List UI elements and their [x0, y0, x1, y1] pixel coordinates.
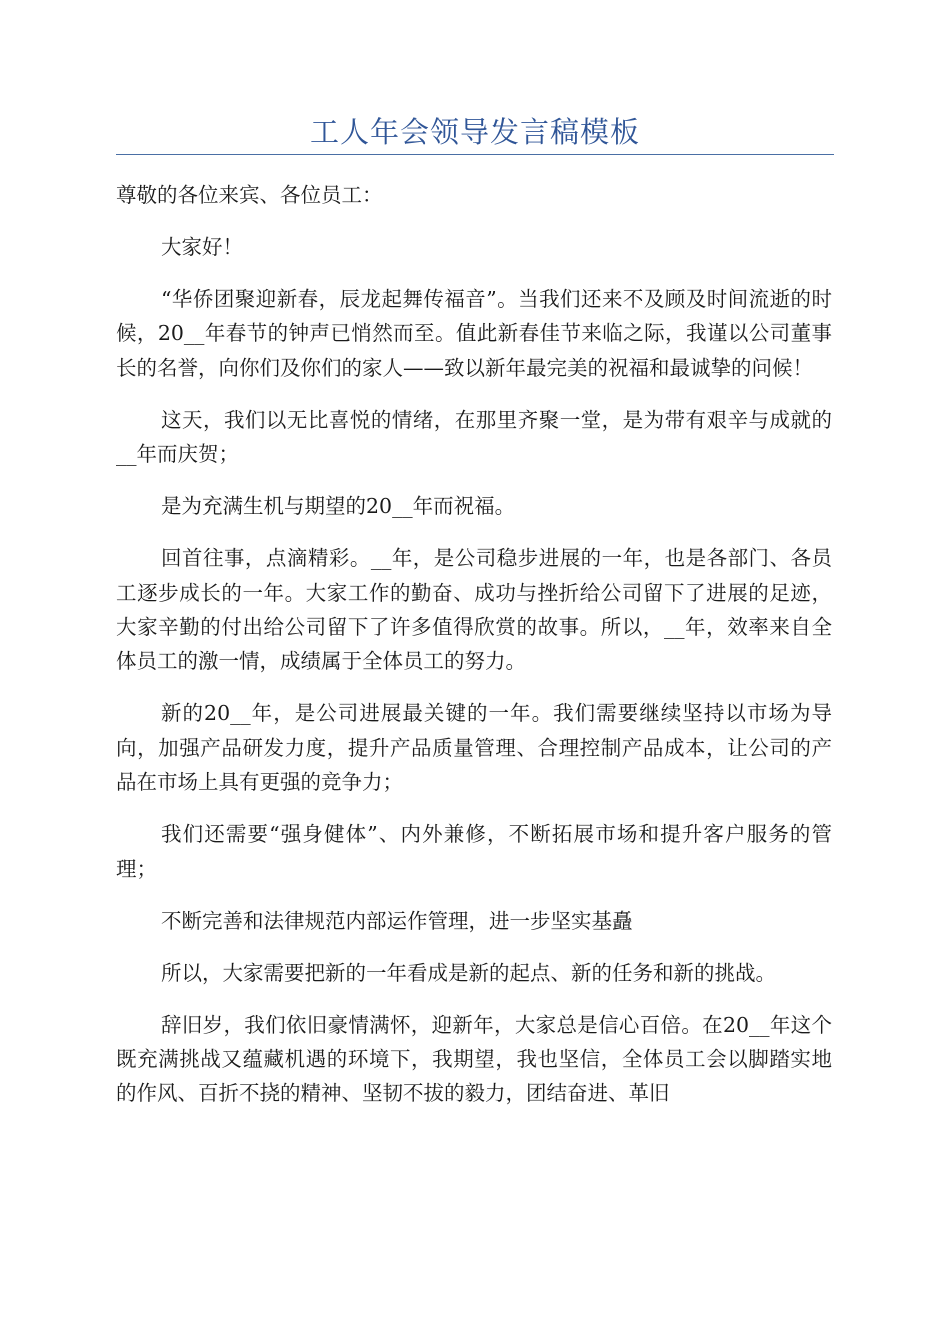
greeting: 大家好！ — [161, 235, 243, 259]
paragraph: 是为充满生机与期望的20__年而祝福。 — [161, 494, 516, 519]
title-underline — [116, 154, 834, 155]
paragraph: 新的20__年，是公司进展最关键的一年。我们需要继续坚持以市场为导向，加强产品研发力度，提升产品质量管理、合理控制产品成本，让公司的产品在市场上具有更强的竞争力； — [116, 701, 832, 795]
paragraph: 这天，我们以无比喜悦的情绪，在那里齐聚一堂，是为带有艰辛与成就的__年而庆贺； — [116, 407, 832, 467]
document-page — [116, 0, 836, 1344]
paragraph: 辞旧岁，我们依旧豪情满怀，迎新年，大家总是信心百倍。在20__年这个既充满挑战又蕴藏机遇的环境下，我期望，我也坚信，全体员工会以脚踏实地的作风、百折不挠的精神、坚韧不拔的毅力，团结奋进、革旧 — [116, 1012, 832, 1106]
paragraph: “华侨团聚迎新春，辰龙起舞传福音”。当我们还来不及顾及时间流逝的时候，20__年春节的钟声已悄然而至。值此新春佳节来临之际，我谨以公司董事长的名誉，向你们及你们的家人——致以新年最完美的祝福和最诚挚的问候！ — [116, 287, 832, 380]
paragraph: 不断完善和法律规范内部运作管理，进一步坚实基矗 — [161, 908, 633, 933]
salutation: 尊敬的各位来宾、各位员工： — [116, 183, 383, 207]
paragraph: 我们还需要“强身健体”、内外兼修，不断拓展市场和提升客户服务的管理； — [116, 822, 832, 881]
document-title: 工人年会领导发言稿模板 — [309, 115, 640, 149]
document-body — [116, 178, 832, 1128]
paragraph: 所以，大家需要把新的一年看成是新的起点、新的任务和新的挑战。 — [161, 960, 776, 985]
paragraph: 回首往事，点滴精彩。__年，是公司稳步进展的一年，也是各部门、各员工逐步成长的一年。大家工作的勤奋、成功与挫折给公司留下了进展的足迹，大家辛勤的付出给公司留下了许多值得欣赏的故事。所以，__年，效率来自全体员工的激一情，成绩属于全体员工的努力。 — [116, 546, 832, 674]
